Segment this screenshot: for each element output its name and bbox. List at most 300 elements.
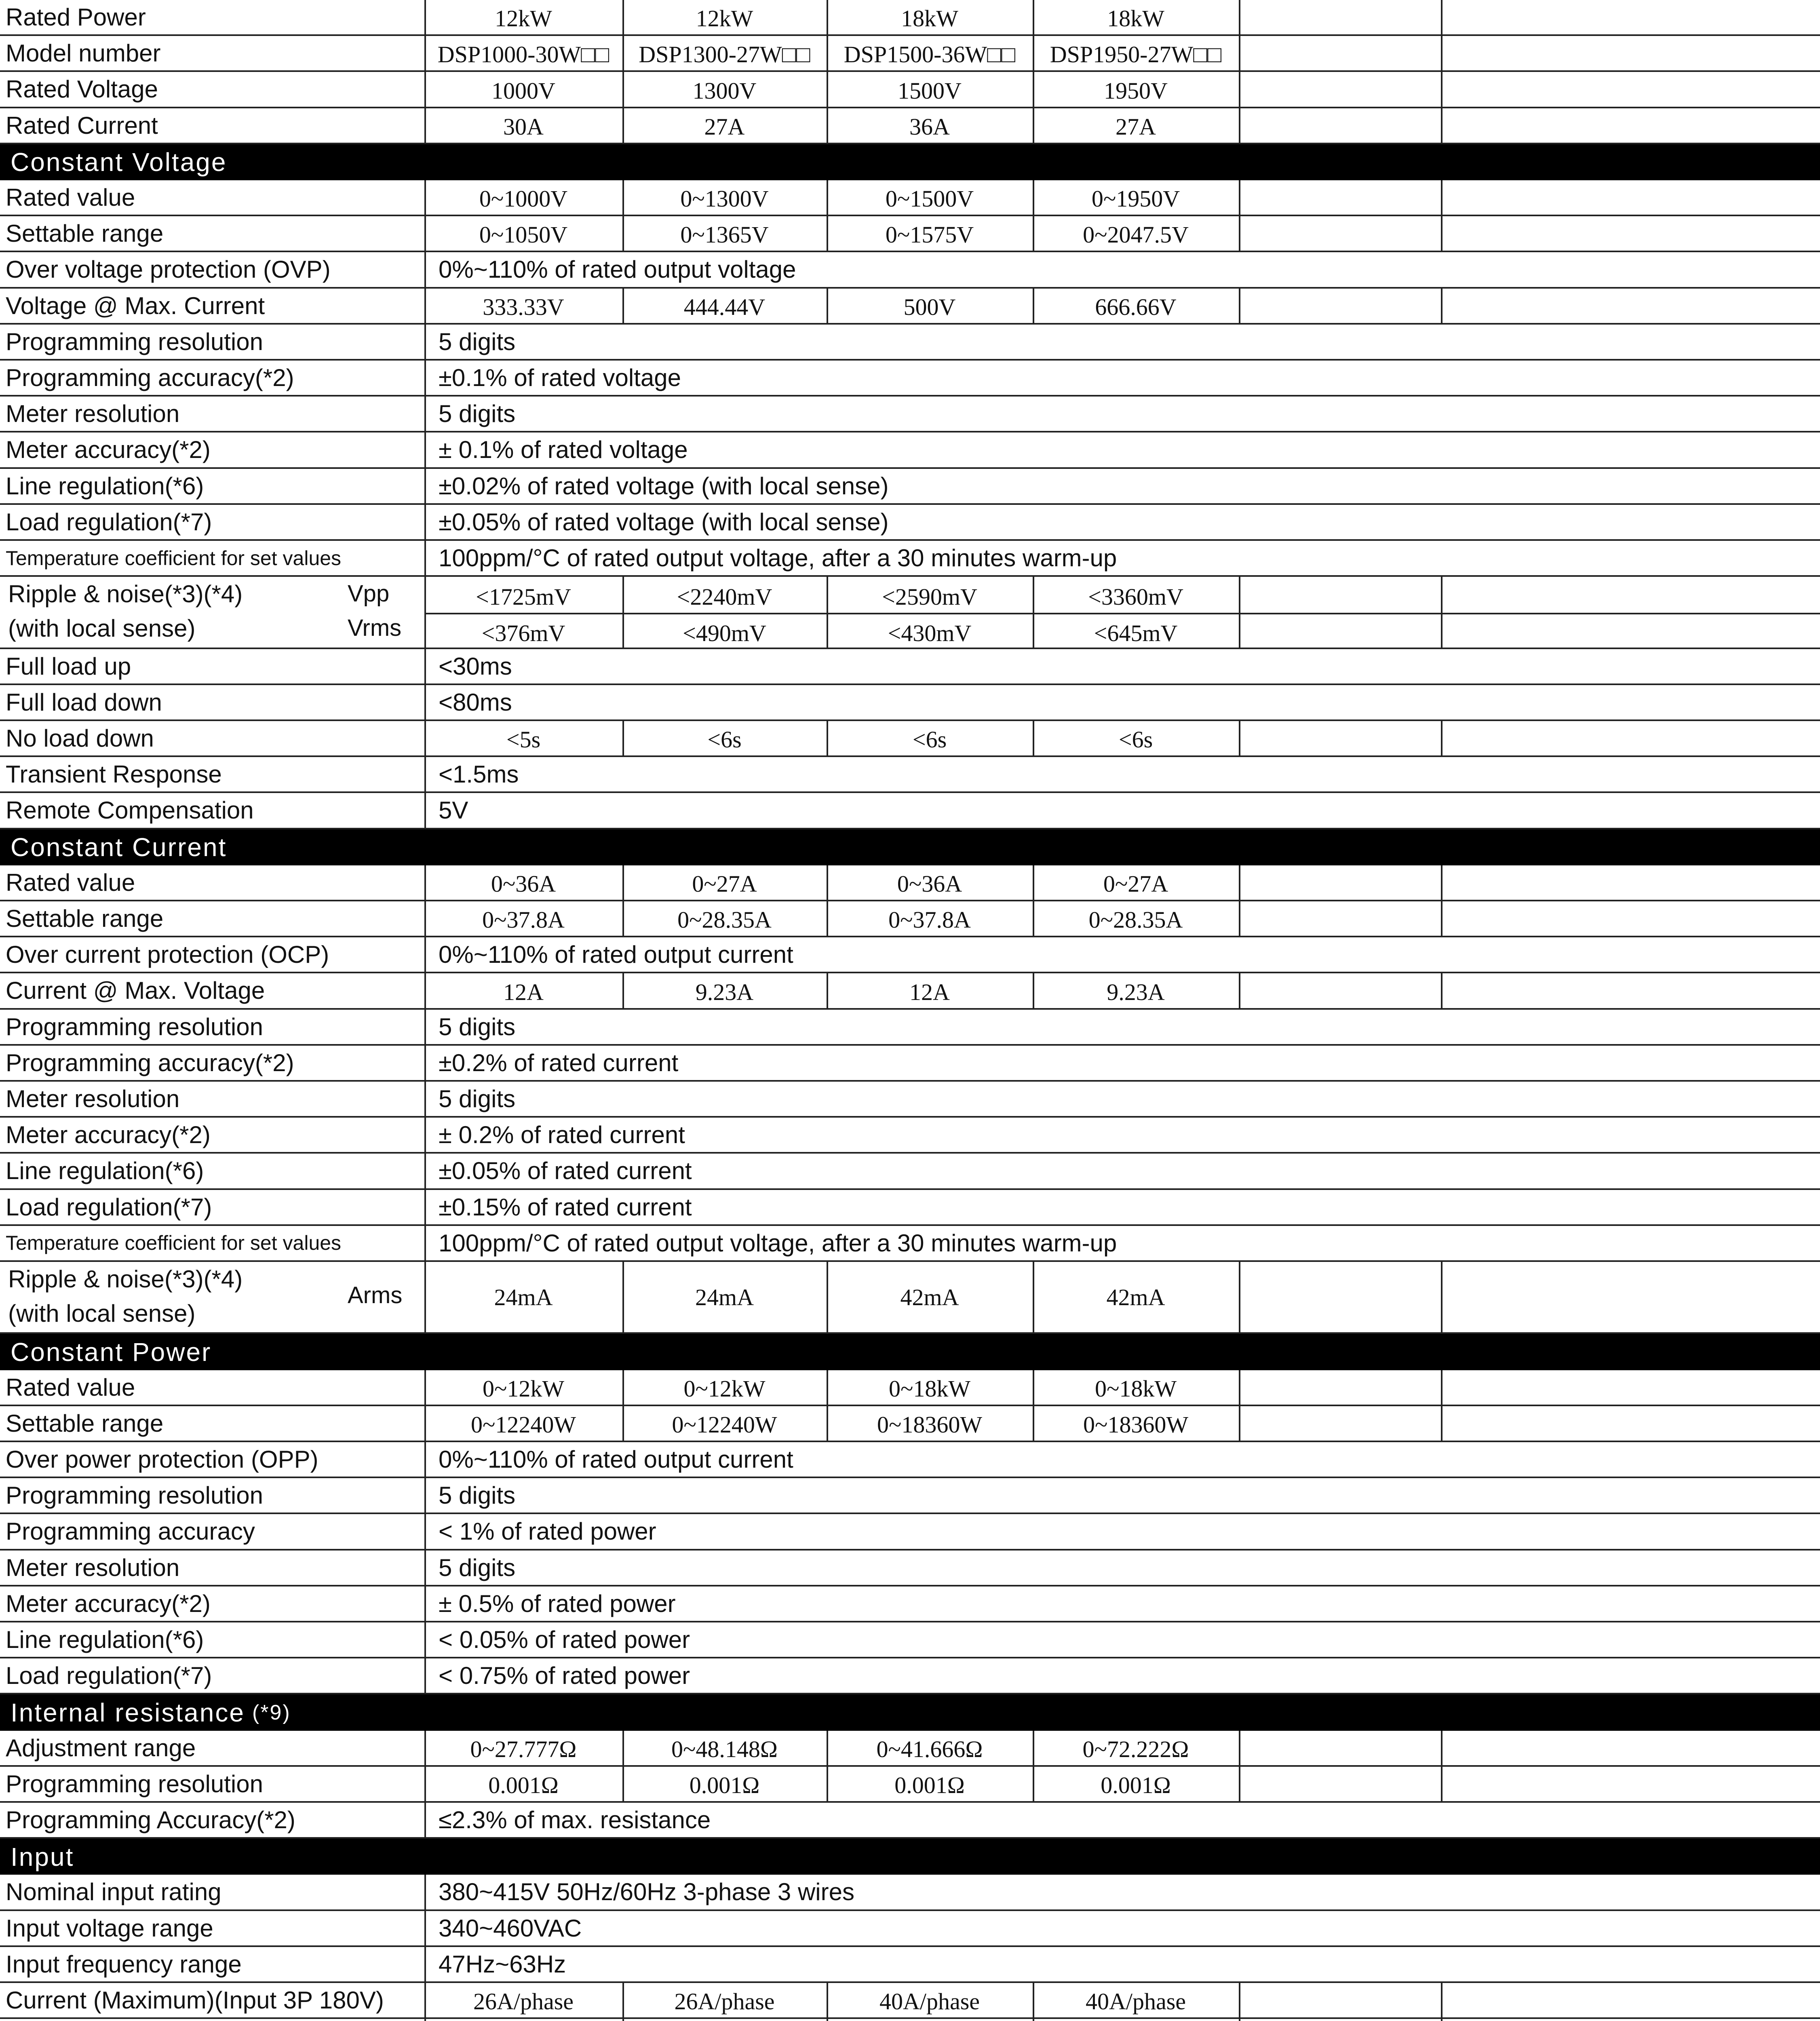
column-divider (622, 1731, 624, 1765)
column-divider (1239, 1370, 1240, 1405)
value-cell: <2240mV (677, 584, 772, 610)
value-cell: <6s (1118, 726, 1153, 753)
value-cell: 0~1365V (680, 222, 769, 248)
column-divider (424, 0, 426, 34)
value-cell: 0.001Ω (689, 1772, 760, 1798)
spec-row (0, 1803, 1820, 1839)
value-cell (424, 2019, 622, 2021)
spanning-value: 0%~110% of rated output current (439, 941, 793, 968)
column-divider (424, 973, 426, 1008)
spec-row (0, 1947, 1820, 1983)
value-cell: 12A (503, 979, 544, 1005)
column-divider (424, 1154, 426, 1188)
spanning-value: <30ms (439, 652, 512, 680)
row-label: Rated value (6, 869, 135, 896)
row-label: Adjustment range (6, 1734, 196, 1762)
row-label: Over power protection (OPP) (6, 1446, 318, 1473)
spec-row (0, 685, 1820, 721)
column-divider (622, 1262, 624, 1332)
value-cell: 444.44V (683, 293, 766, 320)
spanning-value: 100ppm/°C of rated output voltage, after a 30 minutes warm-up (439, 544, 1117, 572)
column-divider (424, 1442, 426, 1477)
row-label: Temperature coefficient for set values (6, 546, 342, 570)
value-cell: 0~37.8A (482, 907, 565, 933)
column-divider (1033, 1731, 1034, 1765)
spec-row (0, 469, 1820, 505)
value-cell: 0~36A (491, 870, 556, 897)
value-cell: DSP1950-27W□□ (1050, 41, 1222, 68)
section-title-text: Constant Current (11, 833, 227, 862)
column-divider (1239, 289, 1240, 323)
value-cell: 0.001Ω (894, 1772, 965, 1798)
column-divider (622, 1983, 624, 2017)
spec-row (0, 1586, 1820, 1622)
value-cell: 0~41.666Ω (876, 1736, 983, 1762)
value-cell: <645mV (1094, 620, 1178, 646)
column-divider (424, 397, 426, 431)
value-cell: 27A (704, 113, 745, 140)
spanning-value: 380~415V 50Hz/60Hz 3-phase 3 wires (439, 1878, 854, 1906)
spec-row (0, 1046, 1820, 1082)
column-divider (1441, 1731, 1443, 1765)
row-label: Settable range (6, 905, 164, 932)
spec-row (0, 1262, 1820, 1334)
row-label: Meter accuracy(*2) (6, 1590, 211, 1617)
column-divider (424, 649, 426, 684)
column-divider (622, 2019, 624, 2021)
section-title-text: Constant Voltage (11, 148, 227, 177)
column-divider (424, 937, 426, 972)
column-divider (424, 1875, 426, 1909)
value-cell: DSP1500-36W□□ (844, 41, 1016, 68)
spec-row (0, 1082, 1820, 1118)
row-label: Current @ Max. Voltage (6, 977, 265, 1004)
spec-row (0, 1190, 1820, 1226)
value-cell: 18kW (1107, 5, 1164, 32)
row-label: Settable range (6, 220, 164, 247)
column-divider (1033, 216, 1034, 251)
column-divider (1033, 2019, 1034, 2021)
row-label: Input frequency range (6, 1950, 242, 1978)
column-divider (1033, 1983, 1034, 2017)
value-cell: 0~27.777Ω (470, 1736, 577, 1762)
section-header (0, 1694, 1820, 1730)
value-cell: 333.33V (483, 293, 564, 320)
row-label-sub: (with local sense) (8, 1300, 196, 1327)
column-divider (424, 1947, 426, 1981)
spec-row (0, 1010, 1820, 1046)
row-label: Ripple & noise(*3)(*4) (8, 580, 243, 608)
column-divider (424, 865, 426, 900)
section-footnote: (*9) (252, 1700, 291, 1724)
column-divider (424, 541, 426, 575)
value-cell: <376mV (481, 620, 565, 646)
column-divider (622, 721, 624, 755)
spec-row (0, 541, 1820, 577)
value-cell: <3360mV (1088, 584, 1183, 610)
column-divider (1441, 2019, 1443, 2021)
spanning-value: 5 digits (439, 1482, 516, 1509)
value-cell: 0~12240W (470, 1411, 576, 1438)
value-cell: 12kW (696, 5, 753, 32)
section-title-text: Constant Power (11, 1337, 212, 1367)
column-divider (622, 108, 624, 143)
value-cell: 0~18kW (888, 1375, 971, 1402)
row-label: Programming accuracy(*2) (6, 364, 294, 392)
value-cell: 0~18360W (877, 1411, 983, 1438)
spec-row (0, 757, 1820, 793)
spec-row (0, 180, 1820, 216)
row-label: Settable range (6, 1409, 164, 1437)
row-label: Meter accuracy(*2) (6, 1121, 211, 1149)
column-divider (1033, 180, 1034, 215)
value-cell: 26A/phase (674, 1988, 775, 2015)
column-divider (424, 252, 426, 287)
row-label: Programming accuracy (6, 1518, 255, 1545)
value-cell: 0~27A (1103, 870, 1168, 897)
column-divider (1239, 0, 1240, 34)
value-cell: 40A/phase (879, 1988, 980, 2015)
value-cell: 12A (909, 979, 950, 1005)
section-title-text: Internal resistance (11, 1698, 245, 1727)
column-divider (1441, 721, 1443, 755)
spec-row (0, 1658, 1820, 1694)
row-label: Transient Response (6, 761, 222, 788)
column-divider (424, 432, 426, 467)
column-divider (424, 577, 426, 647)
column-divider (827, 216, 828, 251)
column-divider (1239, 865, 1240, 900)
spec-row (0, 0, 1820, 36)
column-divider (424, 1262, 426, 1332)
column-divider (1033, 865, 1034, 900)
spec-row (0, 1406, 1820, 1442)
value-cell: 30A (503, 113, 544, 140)
spanning-value: <1.5ms (439, 761, 519, 788)
column-divider (827, 901, 828, 936)
value-cell: <490mV (683, 620, 766, 646)
column-divider (424, 757, 426, 791)
spec-row (0, 1478, 1820, 1514)
value-cell: 666.66V (1095, 293, 1177, 320)
column-divider (1033, 36, 1034, 70)
row-label: Load regulation(*7) (6, 1662, 212, 1690)
spec-row (0, 505, 1820, 541)
row-label: Programming accuracy(*2) (6, 1049, 294, 1076)
column-divider (1033, 1370, 1034, 1405)
spec-row (0, 937, 1820, 973)
spanning-value: < 0.05% of rated power (439, 1626, 690, 1654)
column-divider (827, 2019, 828, 2021)
column-divider (827, 1731, 828, 1765)
spanning-value: < 1% of rated power (439, 1518, 656, 1545)
value-cell: 0~1500V (885, 186, 974, 212)
column-divider (827, 36, 828, 70)
value-cell: 42mA (1106, 1284, 1165, 1310)
column-divider (827, 973, 828, 1008)
column-divider (1033, 108, 1034, 143)
row-label: Line regulation(*6) (6, 1157, 204, 1185)
row-label: Input voltage range (6, 1914, 213, 1942)
value-cell: 12kW (495, 5, 552, 32)
value-cell: 0~2047.5V (1083, 222, 1189, 248)
spec-row (0, 325, 1820, 361)
spec-row (0, 865, 1820, 901)
column-divider (1239, 216, 1240, 251)
section-title (11, 1839, 74, 1875)
value-cell: 24mA (695, 1284, 754, 1310)
column-divider (1033, 1262, 1034, 1332)
value-cell: 0~72.222Ω (1082, 1736, 1189, 1762)
column-divider (424, 180, 426, 215)
section-title (11, 144, 227, 180)
value-cell (827, 2019, 1033, 2021)
section-title-text: Input (11, 1842, 74, 1871)
column-divider (424, 361, 426, 395)
row-label: Programming Accuracy(*2) (6, 1806, 295, 1834)
column-divider (424, 1803, 426, 1837)
value-cell: <6s (912, 726, 947, 753)
spec-row (0, 1442, 1820, 1478)
column-divider (424, 36, 426, 70)
column-divider (1033, 901, 1034, 936)
value-cell: 0~18360W (1083, 1411, 1189, 1438)
spec-row (0, 1514, 1820, 1550)
column-divider (424, 289, 426, 323)
column-divider (1033, 973, 1034, 1008)
column-divider (424, 1731, 426, 1765)
value-cell: 0~1300V (680, 186, 769, 212)
column-divider (827, 1406, 828, 1441)
column-divider (622, 289, 624, 323)
column-divider (1239, 36, 1240, 70)
row-label: Over voltage protection (OVP) (6, 256, 331, 283)
column-divider (827, 1983, 828, 2017)
spec-row (0, 108, 1820, 144)
column-divider (622, 72, 624, 106)
value-cell: <5s (506, 726, 541, 753)
column-divider (424, 721, 426, 755)
value-cell: DSP1000-30W□□ (437, 41, 609, 68)
spec-row (0, 1731, 1820, 1767)
column-divider (424, 1406, 426, 1441)
spanning-value: ±0.05% of rated current (439, 1157, 692, 1185)
spanning-value: < 0.75% of rated power (439, 1662, 690, 1690)
value-cell: 0.001Ω (488, 1772, 559, 1798)
column-divider (424, 1658, 426, 1693)
column-divider (1441, 289, 1443, 323)
column-divider (1441, 1983, 1443, 2017)
column-divider (1033, 1406, 1034, 1441)
column-divider (1441, 1767, 1443, 1801)
row-label: Line regulation(*6) (6, 472, 204, 500)
spec-row (0, 1551, 1820, 1586)
column-divider (424, 1622, 426, 1657)
column-divider (1441, 180, 1443, 215)
section-title (11, 829, 227, 865)
column-divider (1239, 108, 1240, 143)
column-divider (424, 685, 426, 719)
column-divider (1239, 2019, 1240, 2021)
column-divider (424, 1514, 426, 1548)
column-divider (1441, 901, 1443, 936)
column-divider (1441, 216, 1443, 251)
value-cell: 0~1000V (479, 186, 568, 212)
column-divider (424, 505, 426, 539)
column-divider (424, 1118, 426, 1152)
column-divider (1441, 973, 1443, 1008)
section-title (11, 1694, 291, 1730)
column-divider (424, 1226, 426, 1260)
row-label: Meter accuracy(*2) (6, 436, 211, 464)
column-divider (1239, 180, 1240, 215)
column-divider (622, 1370, 624, 1405)
column-divider (1239, 577, 1240, 647)
column-divider (424, 72, 426, 106)
spanning-value: 5 digits (439, 1013, 516, 1040)
column-divider (1239, 721, 1240, 755)
row-label: Temperature coefficient for set values (6, 1232, 342, 1255)
value-cell: 0~48.148Ω (671, 1736, 778, 1762)
column-divider (1033, 0, 1034, 34)
row-label: Rated Voltage (6, 76, 158, 103)
spec-row (0, 721, 1820, 757)
column-divider (622, 1767, 624, 1801)
value-cell: 0~12kW (683, 1375, 766, 1402)
row-label: Rated value (6, 1373, 135, 1401)
row-label: Voltage @ Max. Current (6, 292, 265, 319)
column-divider (1239, 901, 1240, 936)
column-divider (827, 577, 828, 647)
value-cell (1033, 2019, 1239, 2021)
column-divider (424, 901, 426, 936)
column-divider (1441, 865, 1443, 900)
spec-row (0, 1983, 1820, 2019)
value-cell: 1000V (491, 77, 555, 104)
column-divider (827, 289, 828, 323)
column-divider (424, 1983, 426, 2017)
spec-row (0, 1875, 1820, 1911)
spanning-value: ±0.02% of rated voltage (with local sense) (439, 472, 889, 500)
column-divider (827, 72, 828, 106)
column-divider (424, 1586, 426, 1621)
value-cell: <2590mV (882, 584, 977, 610)
column-divider (424, 793, 426, 827)
spanning-value: ± 0.5% of rated power (439, 1590, 676, 1617)
value-cell: 500V (903, 293, 956, 320)
row-label: Remote Compensation (6, 797, 254, 824)
value-cell: 0~37.8A (888, 907, 971, 933)
value-cell: 1950V (1104, 77, 1168, 104)
spec-row (0, 1911, 1820, 1947)
spec-row (0, 1226, 1820, 1262)
spanning-value: ≤2.3% of max. resistance (439, 1806, 711, 1834)
value-cell: 9.23A (695, 979, 754, 1005)
column-divider (622, 973, 624, 1008)
column-divider (827, 1262, 828, 1332)
spanning-value: ± 0.2% of rated current (439, 1121, 685, 1149)
value-cell: <430mV (888, 620, 972, 646)
spanning-value: ±0.05% of rated voltage (with local sense) (439, 508, 889, 536)
column-divider (1239, 1406, 1240, 1441)
spec-row (0, 72, 1820, 108)
column-divider (424, 2019, 426, 2021)
column-divider (424, 1082, 426, 1116)
column-divider (1441, 0, 1443, 34)
spec-row (0, 252, 1820, 288)
spec-row (0, 1154, 1820, 1190)
row-label: Line regulation(*6) (6, 1626, 204, 1654)
column-divider (622, 577, 624, 647)
column-divider (1033, 1767, 1034, 1801)
row-label: Meter resolution (6, 400, 180, 428)
row-label: Current (Maximum)(Input 3P 180V) (6, 1987, 384, 2014)
vpp-label: Vpp (348, 580, 390, 607)
column-divider (1033, 72, 1034, 106)
spec-row (0, 289, 1820, 325)
row-label: Load regulation(*7) (6, 508, 212, 536)
value-cell: 0~18kW (1095, 1375, 1177, 1402)
section-title (11, 1334, 211, 1370)
spec-row (0, 397, 1820, 432)
section-header (0, 1839, 1820, 1875)
spanning-value: 47Hz~63Hz (439, 1950, 566, 1978)
column-divider (1239, 1731, 1240, 1765)
section-header (0, 144, 1820, 180)
column-divider (1441, 36, 1443, 70)
spec-row (0, 432, 1820, 468)
spec-row (0, 973, 1820, 1009)
spec-row (0, 1118, 1820, 1154)
column-divider (424, 325, 426, 359)
column-divider (1441, 577, 1443, 647)
spanning-value: ±0.1% of rated voltage (439, 364, 681, 392)
spec-row (0, 216, 1820, 252)
value-cell: 40A/phase (1085, 1988, 1186, 2015)
spec-row (0, 649, 1820, 685)
column-divider (622, 1406, 624, 1441)
column-divider (424, 1767, 426, 1801)
column-divider (827, 865, 828, 900)
column-divider (1441, 108, 1443, 143)
column-divider (827, 180, 828, 215)
spanning-value: 0%~110% of rated output current (439, 1446, 793, 1473)
row-label: Programming resolution (6, 1770, 263, 1797)
column-divider (424, 1551, 426, 1585)
column-divider (424, 1046, 426, 1080)
section-header (0, 1334, 1820, 1370)
value-cell: 1500V (898, 77, 962, 104)
column-divider (1441, 1262, 1443, 1332)
spec-row (0, 36, 1820, 72)
column-divider (827, 0, 828, 34)
column-divider (1239, 1262, 1240, 1332)
spec-row (0, 793, 1820, 829)
arms-label: Arms (348, 1282, 403, 1309)
row-label: Programming resolution (6, 1482, 263, 1509)
column-divider (1441, 1370, 1443, 1405)
value-cell: 0~28.35A (677, 907, 772, 933)
column-divider (827, 1370, 828, 1405)
column-divider (424, 1190, 426, 1224)
value-cell: 1300V (692, 77, 757, 104)
row-label: Full load down (6, 688, 162, 716)
row-label: Full load up (6, 652, 131, 680)
spec-row (0, 1370, 1820, 1406)
value-cell: DSP1300-27W□□ (639, 41, 810, 68)
column-divider (424, 1478, 426, 1513)
column-divider (622, 36, 624, 70)
